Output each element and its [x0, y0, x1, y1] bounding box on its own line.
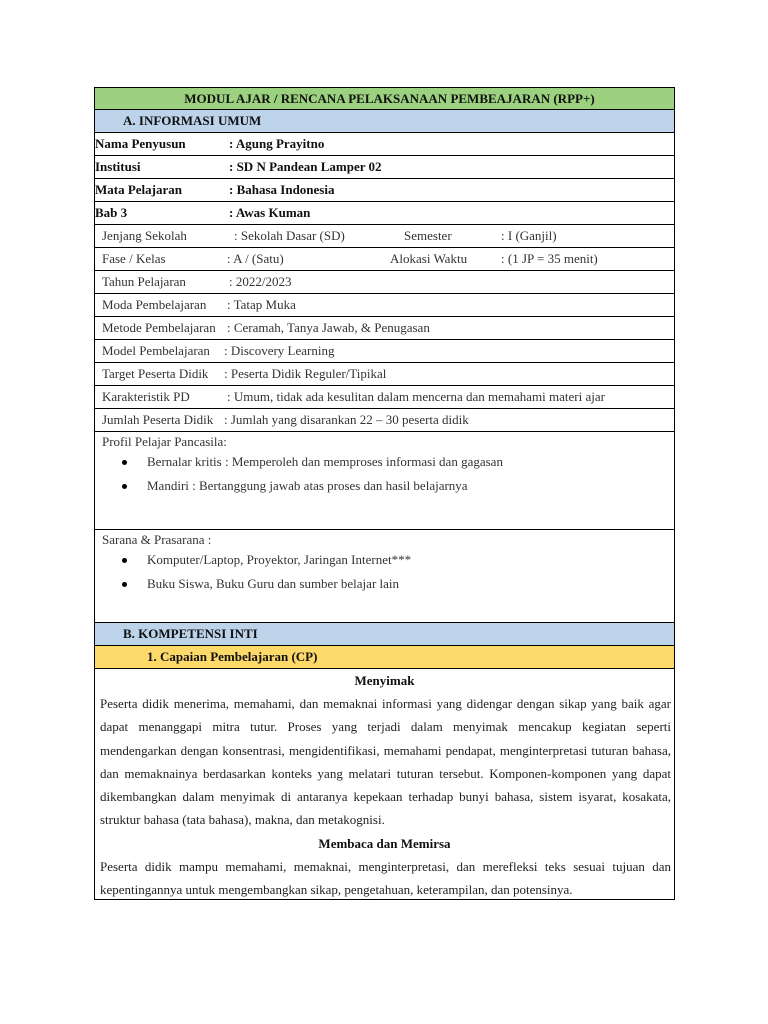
- field-label: Fase / Kelas: [102, 251, 166, 266]
- field-value: : (1 JP = 35 menit): [501, 251, 598, 266]
- section-a-heading: A. INFORMASI UMUM: [94, 110, 675, 133]
- field-label: Mata Pelajaran: [95, 182, 183, 197]
- field-label: Jumlah Peserta Didik: [102, 412, 214, 427]
- sarana-heading: Sarana & Prasarana :: [102, 532, 212, 547]
- info-row: [94, 409, 675, 432]
- field-label: Alokasi Waktu: [390, 251, 468, 266]
- profil-heading: Profil Pelajar Pancasila:: [102, 434, 227, 449]
- field-label: Model Pembelajaran: [102, 343, 210, 358]
- field-label: Institusi: [95, 159, 141, 174]
- menyimak-text: Peserta didik menerima, memahami, dan memaknai informasi yang didengar dengan sikap yang baik agar dapat menanggapi mitra tutur. Proses yang terjadi dalam menyimak mencakup kegiatan seperti mendengarkan dengan konsentrasi, mengidentifikasi, memahami pendapat, menginterpretasi tuturan bahasa, dan memaknainya berdasarkan konteks yang melatari tuturan tersebut. Komponen-komponen yang dapat dikembangkan dalam menyimak di antaranya kepekaan terhadap bunyi bahasa, sistem isyarat, kosakata, struktur bahasa (tata bahasa), makna, dan metakognisi.: [100, 696, 671, 828]
- field-label: Target Peserta Didik: [102, 366, 209, 381]
- sarana-box: [94, 530, 675, 623]
- field-value: : Sekolah Dasar (SD): [234, 228, 345, 243]
- info-row: [94, 294, 675, 317]
- identitas-row: [94, 202, 675, 225]
- menyimak-heading: Menyimak: [354, 673, 415, 688]
- field-value: : Bahasa Indonesia: [229, 182, 335, 197]
- cp-content: [94, 669, 675, 900]
- field-value: : Jumlah yang disarankan 22 – 30 peserta didik: [224, 412, 469, 427]
- info-row: [94, 271, 675, 294]
- field-value: : Ceramah, Tanya Jawab, & Penugasan: [227, 320, 430, 335]
- info-row: [94, 340, 675, 363]
- rpp-document: [94, 87, 675, 900]
- membaca-heading: Membaca dan Memirsa: [318, 835, 451, 851]
- field-value: : Agung Prayitno: [229, 136, 325, 151]
- field-label: Semester: [404, 228, 452, 243]
- jenjang-row: [94, 225, 675, 248]
- identitas-row: [94, 133, 675, 156]
- info-row: [94, 386, 675, 409]
- section-b-heading: B. KOMPETENSI INTI: [94, 623, 675, 646]
- list-item: Komputer/Laptop, Proyektor, Jaringan Internet***: [95, 548, 674, 572]
- membaca-text: Peserta didik mampu memahami, memaknai, menginterpretasi, dan merefleksi teks sesuai tujuan dan kepentingannya untuk mengembangkan sikap, pengetahuan, keterampilan, dan potensinya.: [100, 858, 671, 898]
- field-value: : Peserta Didik Reguler/Tipikal: [224, 366, 387, 381]
- field-label: Moda Pembelajaran: [102, 297, 207, 312]
- list-item: Buku Siswa, Buku Guru dan sumber belajar lain: [95, 572, 674, 596]
- document-title: MODUL AJAR / RENCANA PELAKSANAAN PEMBEAJARAN (RPP+): [94, 87, 675, 110]
- field-value: : Umum, tidak ada kesulitan dalam mencerna dan memahami materi ajar: [227, 389, 605, 404]
- field-label: Nama Penyusun: [95, 136, 186, 151]
- fase-row: [94, 248, 675, 271]
- info-row: [94, 363, 675, 386]
- field-value: : Tatap Muka: [227, 297, 296, 312]
- field-label: Bab 3: [95, 205, 128, 220]
- cp-heading: 1. Capaian Pembelajaran (CP): [94, 646, 675, 669]
- field-value: : SD N Pandean Lamper 02: [229, 159, 382, 174]
- identitas-row: [94, 179, 675, 202]
- list-item: Mandiri : Bertanggung jawab atas proses dan hasil belajarnya: [95, 474, 674, 498]
- field-value: : Awas Kuman: [229, 205, 311, 220]
- field-label: Tahun Pelajaran: [102, 274, 186, 289]
- field-label: Metode Pembelajaran: [102, 320, 216, 335]
- field-value: : Discovery Learning: [224, 343, 335, 358]
- field-value: : 2022/2023: [229, 274, 292, 289]
- field-value: : I (Ganjil): [501, 228, 557, 243]
- identitas-row: [94, 156, 675, 179]
- field-label: Jenjang Sekolah: [102, 228, 187, 243]
- field-label: Karakteristik PD: [102, 389, 190, 404]
- info-row: [94, 317, 675, 340]
- profil-box: [94, 432, 675, 530]
- field-value: : A / (Satu): [227, 251, 284, 266]
- list-item: Bernalar kritis : Memperoleh dan memproses informasi dan gagasan: [95, 450, 674, 474]
